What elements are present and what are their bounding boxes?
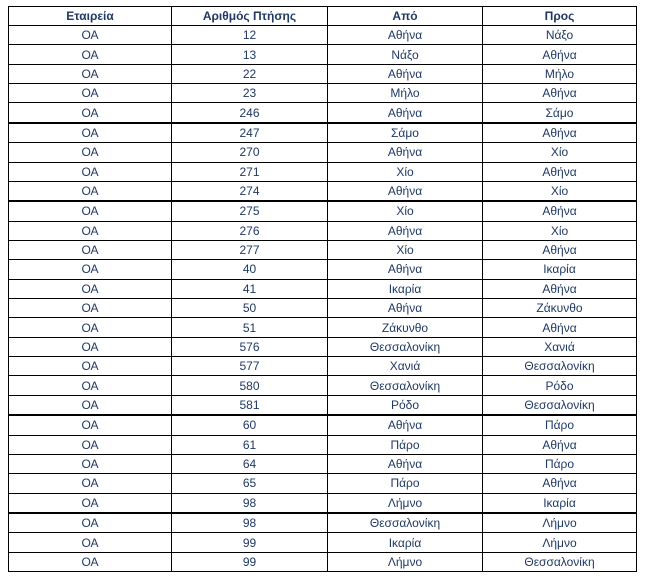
cell-to: Αθήνα <box>483 123 637 143</box>
cell-from: Αθήνα <box>328 26 483 45</box>
table-row <box>9 513 637 533</box>
cell-from: Αθήνα <box>328 260 483 279</box>
cell-flight-number: 61 <box>172 435 328 454</box>
cell-from: Αθήνα <box>328 299 483 318</box>
cell-to: Αθήνα <box>483 474 637 493</box>
cell-from: Αθήνα <box>328 143 483 162</box>
cell-to: Πάρο <box>483 454 637 473</box>
table-row <box>9 84 637 103</box>
cell-flight-number: 577 <box>172 357 328 376</box>
cell-from: Λήμνο <box>328 493 483 513</box>
table-body <box>9 26 637 572</box>
cell-to: Αθήνα <box>483 318 637 337</box>
table-row <box>9 143 637 162</box>
cell-to: Αθήνα <box>483 162 637 181</box>
cell-flight-number: 580 <box>172 376 328 395</box>
cell-to: Χίο <box>483 143 637 162</box>
table-row <box>9 415 637 435</box>
cell-airline: ΟΑ <box>9 376 172 395</box>
cell-airline: ΟΑ <box>9 279 172 298</box>
cell-flight-number: 98 <box>172 513 328 533</box>
table-row <box>9 435 637 454</box>
cell-airline: ΟΑ <box>9 299 172 318</box>
cell-flight-number: 12 <box>172 26 328 45</box>
cell-airline: ΟΑ <box>9 45 172 64</box>
table-row <box>9 201 637 221</box>
cell-to: Θεσσαλονίκη <box>483 357 637 376</box>
cell-flight-number: 23 <box>172 84 328 103</box>
cell-flight-number: 41 <box>172 279 328 298</box>
cell-to: Αθήνα <box>483 279 637 298</box>
table-row <box>9 337 637 356</box>
cell-from: Χίο <box>328 240 483 259</box>
cell-flight-number: 65 <box>172 474 328 493</box>
header-airline: Εταιρεία <box>9 7 172 26</box>
table-row <box>9 260 637 279</box>
cell-flight-number: 64 <box>172 454 328 473</box>
cell-from: Αθήνα <box>328 454 483 473</box>
cell-flight-number: 99 <box>172 552 328 571</box>
cell-airline: ΟΑ <box>9 318 172 337</box>
cell-from: Θεσσαλονίκη <box>328 376 483 395</box>
table-row <box>9 279 637 298</box>
cell-flight-number: 270 <box>172 143 328 162</box>
cell-to: Ικαρία <box>483 260 637 279</box>
cell-airline: ΟΑ <box>9 474 172 493</box>
cell-flight-number: 60 <box>172 415 328 435</box>
cell-flight-number: 277 <box>172 240 328 259</box>
cell-to: Νάξο <box>483 26 637 45</box>
cell-to: Χίο <box>483 181 637 201</box>
cell-flight-number: 275 <box>172 201 328 221</box>
cell-airline: ΟΑ <box>9 181 172 201</box>
cell-airline: ΟΑ <box>9 513 172 533</box>
table-row <box>9 123 637 143</box>
cell-to: Χίο <box>483 221 637 240</box>
cell-airline: ΟΑ <box>9 221 172 240</box>
table-row <box>9 454 637 473</box>
cell-to: Σάμο <box>483 103 637 123</box>
table-row <box>9 162 637 181</box>
cell-airline: ΟΑ <box>9 162 172 181</box>
cell-from: Ζάκυνθο <box>328 318 483 337</box>
table-row <box>9 64 637 83</box>
cell-to: Ικαρία <box>483 493 637 513</box>
cell-flight-number: 50 <box>172 299 328 318</box>
cell-flight-number: 274 <box>172 181 328 201</box>
cell-airline: ΟΑ <box>9 143 172 162</box>
cell-from: Θεσσαλονίκη <box>328 337 483 356</box>
table-row <box>9 240 637 259</box>
table-row <box>9 45 637 64</box>
cell-to: Ρόδο <box>483 376 637 395</box>
cell-airline: ΟΑ <box>9 357 172 376</box>
cell-from: Ικαρία <box>328 533 483 552</box>
cell-to: Αθήνα <box>483 240 637 259</box>
flights-table <box>8 6 637 572</box>
cell-to: Λήμνο <box>483 533 637 552</box>
cell-from: Νάξο <box>328 45 483 64</box>
cell-from: Ρόδο <box>328 395 483 415</box>
cell-from: Ικαρία <box>328 279 483 298</box>
table-header-row <box>9 7 637 26</box>
cell-from: Μήλο <box>328 84 483 103</box>
cell-airline: ΟΑ <box>9 201 172 221</box>
cell-airline: ΟΑ <box>9 64 172 83</box>
cell-from: Αθήνα <box>328 103 483 123</box>
cell-from: Χανιά <box>328 357 483 376</box>
cell-flight-number: 13 <box>172 45 328 64</box>
cell-airline: ΟΑ <box>9 533 172 552</box>
table-row <box>9 103 637 123</box>
table-row <box>9 552 637 571</box>
cell-from: Αθήνα <box>328 221 483 240</box>
table-row <box>9 395 637 415</box>
cell-from: Σάμο <box>328 123 483 143</box>
header-from: Από <box>328 7 483 26</box>
cell-airline: ΟΑ <box>9 240 172 259</box>
cell-airline: ΟΑ <box>9 454 172 473</box>
table-row <box>9 533 637 552</box>
table-row <box>9 474 637 493</box>
table-row <box>9 376 637 395</box>
cell-from: Πάρο <box>328 474 483 493</box>
cell-from: Λήμνο <box>328 552 483 571</box>
cell-flight-number: 246 <box>172 103 328 123</box>
cell-from: Χίο <box>328 201 483 221</box>
cell-to: Χανιά <box>483 337 637 356</box>
cell-flight-number: 276 <box>172 221 328 240</box>
cell-from: Θεσσαλονίκη <box>328 513 483 533</box>
table-row <box>9 357 637 376</box>
cell-airline: ΟΑ <box>9 123 172 143</box>
cell-to: Λήμνο <box>483 513 637 533</box>
cell-airline: ΟΑ <box>9 395 172 415</box>
cell-to: Πάρο <box>483 415 637 435</box>
cell-to: Θεσσαλονίκη <box>483 395 637 415</box>
cell-to: Αθήνα <box>483 201 637 221</box>
cell-to: Μήλο <box>483 64 637 83</box>
cell-flight-number: 581 <box>172 395 328 415</box>
cell-from: Αθήνα <box>328 64 483 83</box>
table-row <box>9 181 637 201</box>
cell-from: Αθήνα <box>328 181 483 201</box>
cell-from: Αθήνα <box>328 415 483 435</box>
cell-from: Πάρο <box>328 435 483 454</box>
cell-flight-number: 98 <box>172 493 328 513</box>
cell-flight-number: 271 <box>172 162 328 181</box>
cell-to: Αθήνα <box>483 435 637 454</box>
cell-airline: ΟΑ <box>9 337 172 356</box>
cell-to: Ζάκυνθο <box>483 299 637 318</box>
cell-airline: ΟΑ <box>9 552 172 571</box>
table-row <box>9 318 637 337</box>
cell-flight-number: 99 <box>172 533 328 552</box>
cell-flight-number: 22 <box>172 64 328 83</box>
cell-flight-number: 247 <box>172 123 328 143</box>
cell-from: Χίο <box>328 162 483 181</box>
table-row <box>9 493 637 513</box>
cell-airline: ΟΑ <box>9 493 172 513</box>
cell-flight-number: 40 <box>172 260 328 279</box>
cell-airline: ΟΑ <box>9 260 172 279</box>
cell-airline: ΟΑ <box>9 103 172 123</box>
cell-flight-number: 576 <box>172 337 328 356</box>
cell-to: Αθήνα <box>483 45 637 64</box>
header-to: Προς <box>483 7 637 26</box>
table-row <box>9 221 637 240</box>
table-row <box>9 26 637 45</box>
cell-airline: ΟΑ <box>9 435 172 454</box>
cell-to: Θεσσαλονίκη <box>483 552 637 571</box>
cell-to: Αθήνα <box>483 84 637 103</box>
cell-flight-number: 51 <box>172 318 328 337</box>
flights-table-container <box>8 6 637 572</box>
cell-airline: ΟΑ <box>9 415 172 435</box>
cell-airline: ΟΑ <box>9 26 172 45</box>
cell-airline: ΟΑ <box>9 84 172 103</box>
table-row <box>9 299 637 318</box>
header-flight-number: Αριθμός Πτήσης <box>172 7 328 26</box>
